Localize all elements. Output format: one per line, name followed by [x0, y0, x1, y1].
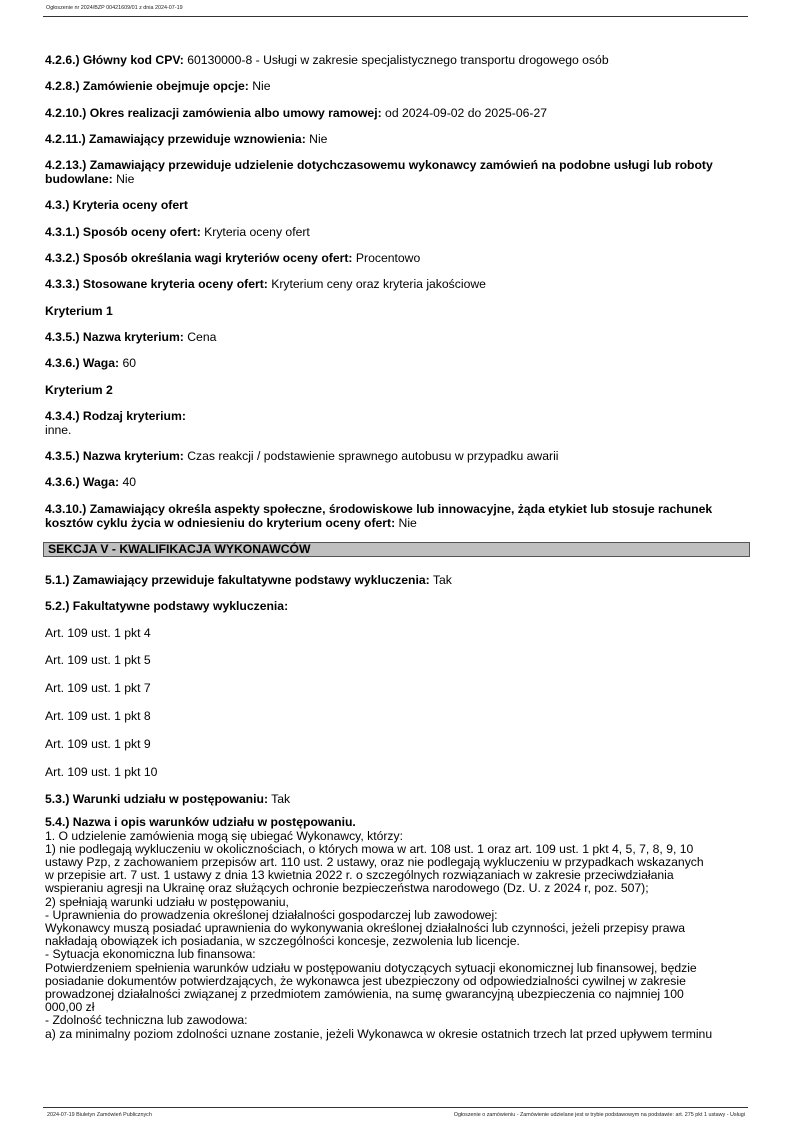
field-value: 60130000-8 - Usługi w zakresie specjalistycznego transportu drogowego osób: [183, 53, 609, 67]
field: [45, 158, 750, 186]
field: [45, 106, 750, 120]
description-line: Potwierdzeniem spełnienia warunków udziału w postępowaniu dotyczących sytuacji ekonomicznej lub finansowej, będzie: [45, 960, 697, 975]
field-label: 4.2.11.) Zamawiający przewiduje wznowienia:: [45, 131, 306, 146]
field-value: Tak: [268, 792, 291, 807]
field-value: inne.: [45, 422, 72, 437]
description-body: [45, 830, 750, 1041]
field-value: 40: [119, 475, 137, 490]
field-value: Nie: [395, 515, 417, 530]
field: [45, 356, 750, 370]
field-label: 4.3.5.) Nazwa kryterium:: [45, 449, 184, 464]
field-label: 4.2.10.) Okres realizacji zamówienia albo umowy ramowej:: [45, 105, 382, 120]
field: [45, 599, 750, 613]
field-label: 4.2.8.) Zamówienie obejmuje opcje:: [45, 79, 249, 94]
description-line: prowadzonej działalności związanej z przedmiotem zamówienia, na sumę gwarancyjną ubezpieczenia co najmniej 100: [45, 987, 684, 1002]
description-line: 000,00 zł: [45, 1000, 95, 1015]
field: [45, 383, 750, 397]
page-footer: [43, 1107, 748, 1120]
description-line: ustawy Pzp, z zachowaniem przepisów art. 110 ust. 2 ustawy, oraz nie podlegają wykluczeniu w przypadkach wskazanych: [45, 855, 704, 870]
field: [45, 79, 750, 93]
field: [45, 573, 750, 587]
field: [45, 277, 750, 291]
field: [45, 330, 750, 344]
field-label: 5.2.) Fakultatywne podstawy wykluczenia:: [45, 599, 289, 614]
field: [45, 225, 750, 239]
field-label: 4.3.5.) Nazwa kryterium:: [45, 329, 184, 344]
description-line: nakładają obowiązek ich posiadania, w szczególności koncesje, zezwolenia lub licencje.: [45, 934, 520, 949]
field: [45, 475, 750, 489]
conditions-description: [45, 816, 750, 1040]
criterion-fields: [45, 449, 750, 530]
procurement-fields: [45, 53, 750, 397]
description-line: 1) nie podlegają wykluczeniu w okolicznościach, o których mowa w art. 108 ust. 1 oraz art. 109 ust. 1 pkt 4, 5, 7, 8, 9, 10: [45, 841, 694, 856]
page-header: [43, 5, 748, 17]
field-value: Procentowo: [352, 251, 421, 266]
field-value: Nie: [112, 172, 135, 187]
field: [45, 198, 750, 212]
exclusion-item: Art. 109 ust. 1 pkt 10: [45, 764, 158, 779]
description-line: a) za minimalny poziom zdolności uznane zostanie, jeżeli Wykonawca w okresie ostatnich trzech lat przed upływem terminu: [45, 1026, 713, 1041]
exclusion-list: [45, 626, 750, 779]
description-line: 2) spełniają warunki udziału w postępowaniu,: [45, 894, 289, 909]
exclusion-fields: [45, 573, 750, 613]
field-value: Nie: [248, 79, 271, 94]
field-value: Tak: [429, 573, 452, 588]
field: [45, 449, 750, 463]
field-value: Cena: [183, 329, 217, 344]
field-label: 4.3.6.) Waga:: [45, 475, 120, 490]
field-label: Kryterium 1: [45, 303, 113, 318]
criterion-type-field: [45, 409, 750, 437]
description-line: 1. O udzielenie zamówienia mogą się ubiegać Wykonawcy, którzy:: [45, 828, 404, 843]
field: [45, 53, 750, 67]
field-label: 5.1.) Zamawiający przewiduje fakultatywne podstawy wykluczenia:: [45, 573, 430, 588]
field-value: Nie: [305, 131, 328, 146]
field-value: Kryteria oceny ofert: [200, 224, 310, 239]
field-label: 4.3.) Kryteria oceny ofert: [45, 198, 188, 213]
field-label: 4.3.10.) Zamawiający określa aspekty społeczne, środowiskowe lub innowacyjne, żąda etykiet lub stosuje rachunek kosztów cyklu życia w odniesieniu do kryterium oceny ofert:: [45, 501, 713, 530]
field-value: Kryterium ceny oraz kryteria jakościowe: [267, 277, 486, 292]
field-value: Czas reakcji / podstawienie sprawnego autobusu w przypadku awarii: [183, 449, 559, 464]
field-value: 60: [119, 356, 137, 371]
description-line: - Sytuacja ekonomiczna lub finansowa:: [45, 947, 256, 962]
footer-left: 2024-07-19 Biuletyn Zamówień Publicznych: [47, 1112, 152, 1118]
exclusion-item: Art. 109 ust. 1 pkt 7: [45, 681, 151, 696]
header-text: Ogłoszenie nr 2024/BZP 00421609/01 z dnia 2024-07-19: [46, 5, 183, 11]
description-line: posiadanie dokumentów potwierdzających, że wykonawca jest ubezpieczony od odpowiedzialności cywilnej w zakresie: [45, 973, 686, 988]
description-line: - Zdolność techniczna lub zawodowa:: [45, 1013, 248, 1028]
field: [45, 132, 750, 146]
field-label: 4.2.13.) Zamawiający przewiduje udzielenie dotychczasowemu wykonawcy zamówień na podobne usługi lub roboty budowlane:: [45, 158, 713, 187]
exclusion-item: Art. 109 ust. 1 pkt 5: [45, 653, 151, 668]
field: [45, 251, 750, 265]
field-label: 4.3.4.) Rodzaj kryterium:: [45, 408, 186, 423]
footer-right: Ogłoszenie o zamówieniu - Zamówienie udzielane jest w trybie podstawowym na podstawie: art. 275 pkt 1 ustawy - Usługi: [453, 1112, 745, 1118]
field-value: od 2024-09-02 do 2025-06-27: [381, 105, 547, 120]
exclusion-item: Art. 109 ust. 1 pkt 4: [45, 625, 151, 640]
description-line: wspieraniu agresji na Ukrainę oraz służących ochronie bezpieczeństwa narodowego (Dz. U. z 2024 r, poz. 507);: [45, 881, 649, 896]
description-label: 5.4.) Nazwa i opis warunków udziału w postępowaniu.: [45, 815, 356, 830]
description-line: - Uprawnienia do prowadzenia określonej działalności gospodarczej lub zawodowej:: [45, 907, 498, 922]
field-label: Kryterium 2: [45, 382, 113, 397]
field-label: 4.3.6.) Waga:: [45, 356, 120, 371]
document-content: [45, 53, 750, 1041]
exclusion-item: Art. 109 ust. 1 pkt 8: [45, 709, 151, 724]
field: [45, 502, 750, 530]
field: [45, 304, 750, 318]
section-header: SEKCJA V - KWALIFIKACJA WYKONAWCÓW: [43, 542, 750, 557]
description-line: w przepisie art. 7 ust. 1 ustawy z dnia 13 kwietnia 2022 r. o szczególnych rozwiązaniach w zakresie przeciwdziałania: [45, 868, 674, 883]
exclusion-item: Art. 109 ust. 1 pkt 9: [45, 736, 151, 751]
field-label: 4.3.3.) Stosowane kryteria oceny ofert:: [45, 277, 268, 292]
description-line: Wykonawcy muszą posiadać uprawnienia do wykonywania określonej działalności lub czynności, jeżeli przepisy prawa: [45, 921, 686, 936]
field-label: 4.3.1.) Sposób oceny ofert:: [45, 224, 201, 239]
field-label: 5.3.) Warunki udziału w postępowaniu:: [45, 792, 268, 807]
conditions-field: [45, 792, 750, 806]
field-label: 4.3.2.) Sposób określania wagi kryteriów oceny ofert:: [45, 251, 353, 266]
field-label: 4.2.6.) Główny kod CPV:: [45, 53, 184, 67]
